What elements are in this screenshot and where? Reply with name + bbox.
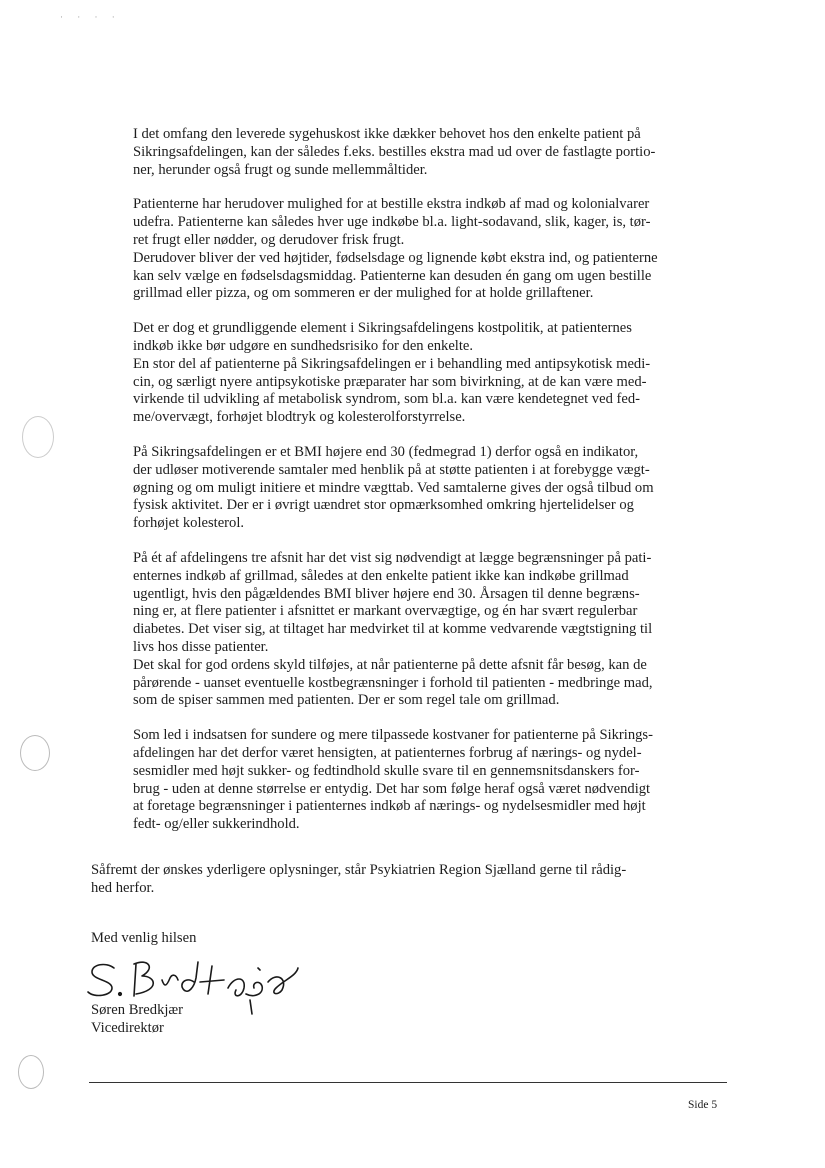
paragraph: På ét af afdelingens tre afsnit har det vist sig nødvendigt at lægge begrænsninger på pati- enternes indkøb af grillmad, således at den enkelte patient ikke kan indkøbe grillmad ugentligt, hvis den pågældendes BMI bliver højere end 30. Årsagen til denne begræns- ning er, at flere patienter i afsnittet er markant overvægtige, og én har svært regulerbar diabetes. Det viser sig, at tiltaget har medvirket til at komme vedvarende vægtstigning til livs hos disse patienter. Det skal for god ordens skyld tilføjes, at når patienterne på dette afsnit får besøg, kan de pårørende - uanset eventuelle kostbegrænsninger i forhold til patienten - medbringe mad, som de spiser sammen med patienten. Der er som regel tale om grillmad. — [133, 549, 653, 709]
signer-title: Vicedirektør — [91, 1020, 164, 1036]
letter-body — [133, 126, 733, 834]
paragraph: Patienterne har herudover mulighed for at bestille ekstra indkøb af mad og kolonialvarer udefra. Patienterne kan således hver uge indkøbe bl.a. light-sodavand, slik, kager, is, tør- ret frugt eller nødder, og derudover frisk frugt. Derudover bliver der ved højtider, fødselsdage og lignende købt ekstra ind, og patienterne kan selv vælge en fødselsdagsmiddag. Patienterne kan desuden én gang om ugen bestille grillmad eller pizza, og om sommeren er der mulighed for at holde grillaftener. — [133, 196, 658, 302]
punch-hole-top — [22, 416, 54, 458]
punch-hole-middle — [20, 735, 50, 771]
signer-name: Søren Bredkjær — [91, 1002, 184, 1018]
paragraph: I det omfang den leverede sygehuskost ikke dækker behovet hos den enkelte patient på Sikringsafdelingen, kan der således f.eks. bestilles ekstra mad ud over de fastlagte portio- ner, herunder også frugt og sunde mellemmåltider. — [133, 126, 656, 178]
paragraph: På Sikringsafdelingen er et BMI højere end 30 (fedmegrad 1) derfor også en indikator, der udløser motiverende samtaler med henblik på at støtte patienten i at forebygge vægt- øgning og om muligt initiere et mindre vægttab. Ved samtalerne gives der også tilbud om fysisk aktivitet. Der er i øvrigt uændret stor opmærksomhed omkring hjertelidelser og forhøjet kolesterol. — [133, 443, 654, 532]
paragraph: Det er dog et grundliggende element i Sikringsafdelingens kostpolitik, at patienternes indkøb ikke bør udgøre en sundhedsrisiko for den enkelte. En stor del af patienterne på Sikringsafdelingen er i behandling med antipsykotisk medi- cin, og særligt nyere antipsykotiske præparater har som bivirkning, at de kan være med- virkende til udvikling af metabolisk syndrom, som bl.a. kan være kendetegnet ved fed- me/overvægt, forhøjet blodtryk og kolesterolforstyrrelse. — [133, 320, 651, 426]
closing-block — [91, 862, 741, 898]
closing-paragraph: Såfremt der ønskes yderligere oplysninger, står Psykiatrien Region Sjælland gerne til rådig- hed herfor. — [91, 862, 627, 896]
punch-hole-bottom — [18, 1055, 44, 1089]
paragraph: Som led i indsatsen for sundere og mere tilpassede kostvaner for patienterne på Sikrings- afdelingen har det derfor været hensigten, at patienternes forbrug af nærings- og nydel- sesmidler med højt sukker- og fedtindhold skulle svare til en gennemsnitsdanskers for- brug - uden at denne størrelse er entydig. Det har som følge heraf også været nødvendigt at foretage begrænsninger i patienternes indkøb af nærings- og nydelsesmidler med højt fedt- og/eller sukkerindhold. — [133, 727, 653, 833]
regards-line: Med venlig hilsen — [91, 930, 197, 946]
scan-artifact: · · · · — [60, 12, 121, 22]
footer-divider — [89, 1082, 727, 1083]
signer-block — [91, 1001, 183, 1037]
page-number: Side 5 — [688, 1099, 718, 1111]
